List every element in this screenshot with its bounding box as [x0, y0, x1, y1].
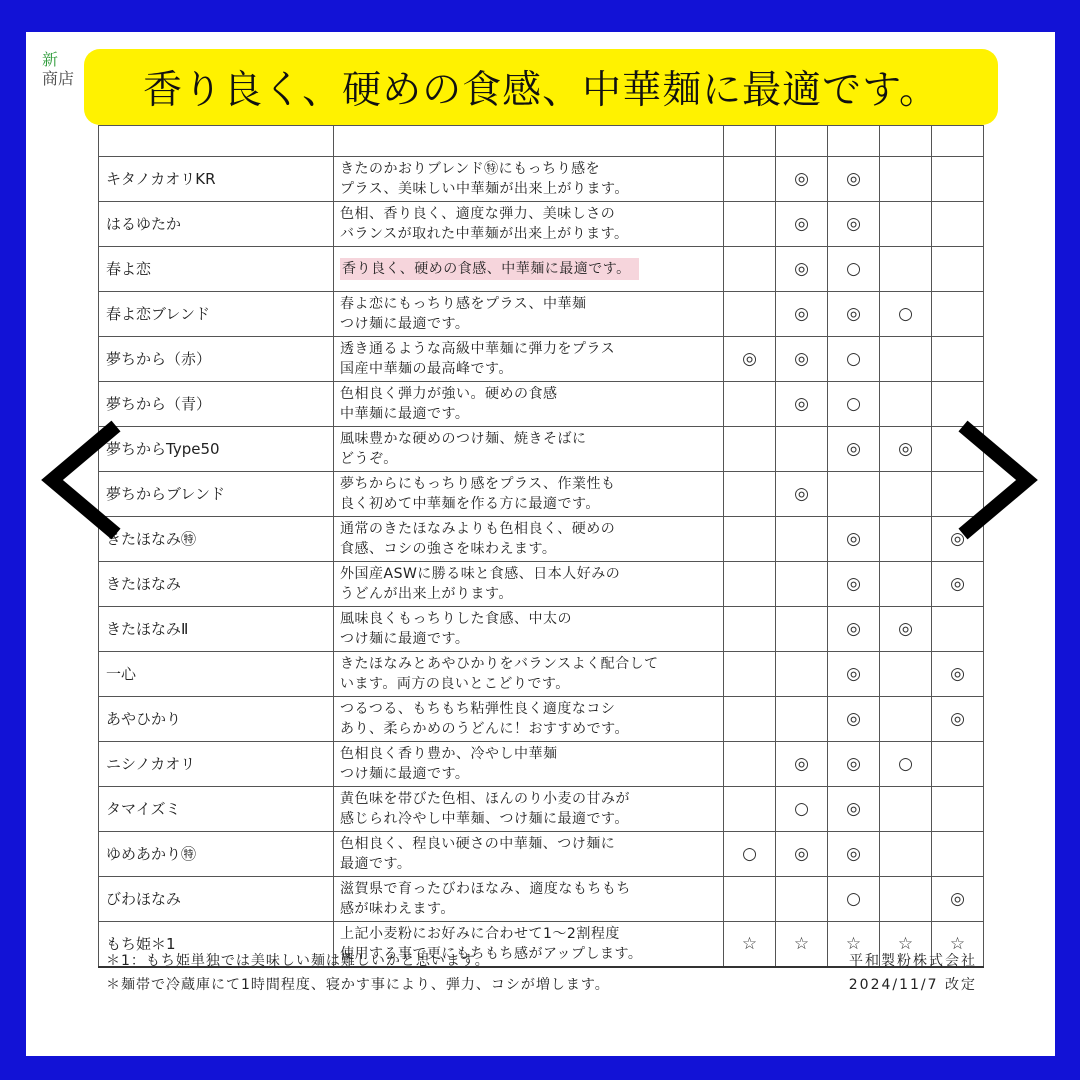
rating-mark: ◎: [776, 472, 828, 517]
corner-line-2: 商店: [42, 69, 75, 88]
rating-mark: [880, 126, 932, 157]
rating-mark: ◎: [776, 337, 828, 382]
rating-mark: [724, 697, 776, 742]
table-row: [99, 292, 984, 337]
rating-mark: ◎: [932, 697, 984, 742]
rating-mark: [724, 292, 776, 337]
table-row: [99, 517, 984, 562]
rating-mark: [724, 652, 776, 697]
description-line: 透き通るような高級中華麺に弾力をプラス: [340, 341, 616, 357]
variety-description: [334, 742, 724, 787]
variety-name: きたほなみⅡ: [99, 607, 334, 652]
description-line: 通常のきたほなみよりも色相良く、硬めの: [340, 521, 616, 537]
description-line: 風味良くもっちりした食感、中太の: [340, 611, 572, 627]
table-row: [99, 126, 984, 157]
rating-mark: ☆: [932, 922, 984, 968]
rating-mark: ◎: [828, 742, 880, 787]
rating-mark: ◎: [724, 337, 776, 382]
rating-mark: [932, 292, 984, 337]
rating-mark: [724, 126, 776, 157]
variety-description: [334, 607, 724, 652]
variety-description: [334, 382, 724, 427]
rating-mark: [724, 787, 776, 832]
rating-mark: ◎: [932, 877, 984, 922]
rating-mark: [932, 247, 984, 292]
description-line: 良く初めて中華麺を作る方に最適です。: [340, 496, 600, 512]
variety-description: [334, 652, 724, 697]
rating-mark: [932, 337, 984, 382]
rating-mark: [776, 652, 828, 697]
rating-mark: [776, 427, 828, 472]
rating-mark: [932, 787, 984, 832]
rating-mark: [776, 877, 828, 922]
description-line: つけ麺に最適です。: [340, 316, 470, 332]
description-line: うどんが出来上がります。: [340, 586, 513, 602]
rating-mark: ☆: [828, 922, 880, 968]
variety-name: はるゆたか: [99, 202, 334, 247]
rating-mark: [828, 472, 880, 517]
description-line: 風味豊かな硬めのつけ麺、焼きそばに: [340, 431, 587, 447]
description-line: 色相良く香り豊か、冷やし中華麺: [340, 746, 558, 762]
variety-description: [334, 292, 724, 337]
description-line: つるつる、もちもち粘弾性良く適度なコシ: [340, 701, 616, 717]
rating-mark: ◎: [828, 517, 880, 562]
rating-mark: [724, 382, 776, 427]
table-row: [99, 652, 984, 697]
variety-name: [99, 126, 334, 157]
table-row: [99, 427, 984, 472]
rating-mark: [724, 562, 776, 607]
variety-name: キタノカオリKR: [99, 157, 334, 202]
description-line: 最適です。: [340, 856, 412, 872]
rating-mark: [828, 126, 880, 157]
rating-mark: [880, 517, 932, 562]
rating-mark: [724, 877, 776, 922]
description-line: 上記小麦粉にお好みに合わせて1～2割程度: [340, 926, 620, 942]
variety-description: [334, 126, 724, 157]
rating-mark: ○: [880, 742, 932, 787]
rating-mark: ◎: [828, 202, 880, 247]
description-line: きたのかおりブレンド㊕にもっちり感を: [340, 161, 601, 177]
rating-mark: [880, 787, 932, 832]
rating-mark: ○: [828, 382, 880, 427]
variety-description: [334, 832, 724, 877]
description-line: 外国産ASWに勝る味と食感、日本人好みの: [340, 566, 621, 582]
rating-mark: ◎: [776, 247, 828, 292]
variety-description: [334, 427, 724, 472]
rating-mark: ◎: [828, 607, 880, 652]
variety-name: あやひかり: [99, 697, 334, 742]
description-line: きたほなみとあやひかりをバランスよく配合して: [340, 656, 659, 672]
rating-mark: ◎: [828, 292, 880, 337]
rating-mark: ◎: [828, 652, 880, 697]
footnote-1: ＊1：もち姫単独では美味しい麺は難しいかと思います。: [106, 953, 490, 969]
rating-mark: [724, 202, 776, 247]
description-line: 感が味わえます。: [340, 901, 455, 917]
table-row: [99, 157, 984, 202]
wheat-table: [98, 125, 984, 968]
rating-mark: [880, 157, 932, 202]
rating-mark: ◎: [776, 832, 828, 877]
variety-name: 夢ちからType50: [99, 427, 334, 472]
description-line: つけ麺に最適です。: [340, 631, 470, 647]
corner-text: [42, 50, 74, 88]
footnotes: [106, 949, 981, 997]
revision-date: 2024/11/7 改定: [848, 977, 977, 993]
variety-description: [334, 877, 724, 922]
rating-mark: [880, 202, 932, 247]
rating-mark: ◎: [828, 787, 880, 832]
variety-description: [334, 517, 724, 562]
description-line: 中華麺に最適です。: [340, 406, 470, 422]
description-line: 使用する事で更にもちもち感がアップします。: [340, 946, 643, 962]
table-row: [99, 832, 984, 877]
variety-name: 夢ちから（青）: [99, 382, 334, 427]
rating-mark: [932, 607, 984, 652]
description-line: 夢ちからにもっちり感をプラス、作業性も: [340, 476, 616, 492]
rating-mark: ◎: [828, 697, 880, 742]
rating-mark: [724, 247, 776, 292]
variety-name: ゆめあかり㊕: [99, 832, 334, 877]
rating-mark: ○: [880, 292, 932, 337]
table-row: [99, 607, 984, 652]
rating-mark: [880, 832, 932, 877]
rating-mark: ◎: [880, 427, 932, 472]
rating-mark: ◎: [776, 742, 828, 787]
description-line: 色相良く、程良い硬さの中華麺、つけ麺に: [340, 836, 616, 852]
table-row: [99, 742, 984, 787]
rating-mark: [880, 382, 932, 427]
rating-mark: [724, 427, 776, 472]
description-line: 色相良く弾力が強い。硬めの食感: [340, 386, 558, 402]
rating-mark: ◎: [776, 382, 828, 427]
rating-mark: [932, 742, 984, 787]
variety-description: [334, 697, 724, 742]
chevron-right-icon[interactable]: [935, 420, 1045, 540]
rating-mark: [776, 607, 828, 652]
description-line: 国産中華麺の最高峰です。: [340, 361, 513, 377]
table-row: [99, 697, 984, 742]
rating-mark: ◎: [828, 832, 880, 877]
variety-description: [334, 202, 724, 247]
rating-mark: ○: [828, 877, 880, 922]
rating-mark: [880, 472, 932, 517]
variety-name: タマイズミ: [99, 787, 334, 832]
description-line: プラス、美味しい中華麺が出来上がります。: [340, 181, 629, 197]
description-line: バランスが取れた中華麺が出来上がります。: [340, 226, 629, 242]
description-line: つけ麺に最適です。: [340, 766, 470, 782]
rating-mark: [724, 472, 776, 517]
rating-mark: [776, 517, 828, 562]
variety-name: きたほなみ: [99, 562, 334, 607]
variety-name: もち姫＊1: [99, 922, 334, 968]
rating-mark: ◎: [776, 157, 828, 202]
rating-mark: [724, 742, 776, 787]
table-row: [99, 337, 984, 382]
description-line: 滋賀県で育ったびわほなみ、適度なもちもち: [340, 881, 631, 897]
rating-mark: ◎: [828, 427, 880, 472]
rating-mark: [932, 157, 984, 202]
rating-mark: [932, 126, 984, 157]
rating-mark: ◎: [828, 562, 880, 607]
variety-description: [334, 337, 724, 382]
description-line: 春よ恋にもっちり感をプラス、中華麺: [340, 296, 587, 312]
variety-name: 春よ恋ブレンド: [99, 292, 334, 337]
company-name: 平和製粉株式会社: [849, 953, 977, 969]
description-line: 黄色味を帯びた色相、ほんのり小麦の甘みが: [340, 791, 630, 807]
rating-mark: ☆: [776, 922, 828, 968]
table-row: [99, 202, 984, 247]
rating-mark: ◎: [932, 517, 984, 562]
table-row: [99, 472, 984, 517]
rating-mark: ○: [724, 832, 776, 877]
rating-mark: ☆: [880, 922, 932, 968]
variety-name: 夢ちから（赤）: [99, 337, 334, 382]
rating-mark: [880, 697, 932, 742]
description-line: 色相、香り良く、適度な弾力、美味しさの: [340, 206, 616, 222]
rating-mark: [724, 517, 776, 562]
variety-description: [334, 157, 724, 202]
chevron-left-icon[interactable]: [34, 420, 144, 540]
table-row: [99, 382, 984, 427]
corner-line-1: 新: [42, 50, 59, 69]
footnote-2: ＊麺帯で冷蔵庫にて1時間程度、寝かす事により、弾力、コシが増します。: [106, 977, 610, 993]
variety-name: ニシノカオリ: [99, 742, 334, 787]
description-line: 感じられ冷やし中華麺、つけ麺に最適です。: [340, 811, 629, 827]
variety-description: [334, 787, 724, 832]
variety-name: 夢ちからブレンド: [99, 472, 334, 517]
rating-mark: [880, 247, 932, 292]
rating-mark: ◎: [776, 292, 828, 337]
rating-mark: [776, 562, 828, 607]
description-line: あり、柔らかめのうどんに！おすすめです。: [340, 721, 630, 737]
variety-name: きたほなみ㊕: [99, 517, 334, 562]
variety-name: 一心: [99, 652, 334, 697]
rating-mark: [880, 562, 932, 607]
rating-mark: ☆: [724, 922, 776, 968]
description-line: 香り良く、硬めの食感、中華麺に最適です。: [340, 258, 639, 280]
rating-mark: [932, 202, 984, 247]
rating-mark: ○: [776, 787, 828, 832]
table-row: [99, 247, 984, 292]
rating-mark: ◎: [932, 652, 984, 697]
variety-description: [334, 247, 724, 292]
rating-mark: [776, 697, 828, 742]
rating-mark: [724, 157, 776, 202]
rating-mark: ◎: [880, 607, 932, 652]
banner-text: 香り良く、硬めの食感、中華麺に最適です。: [142, 68, 940, 113]
rating-mark: [776, 126, 828, 157]
table-row: [99, 877, 984, 922]
rating-mark: [880, 877, 932, 922]
variety-description: [334, 562, 724, 607]
rating-mark: [880, 652, 932, 697]
variety-name: びわほなみ: [99, 877, 334, 922]
variety-name: 春よ恋: [99, 247, 334, 292]
table-row: [99, 562, 984, 607]
rating-mark: [880, 337, 932, 382]
rating-mark: ◎: [932, 562, 984, 607]
variety-description: [334, 472, 724, 517]
table-row: [99, 787, 984, 832]
rating-mark: ○: [828, 337, 880, 382]
rating-mark: ◎: [828, 157, 880, 202]
rating-mark: [932, 832, 984, 877]
highlight-banner: [84, 49, 998, 125]
description-line: 食感、コシの強さを味わえます。: [340, 541, 557, 557]
document-frame: [26, 32, 1055, 1056]
rating-mark: ◎: [776, 202, 828, 247]
description-line: います。両方の良いとこどりです。: [340, 676, 570, 692]
rating-mark: ○: [828, 247, 880, 292]
rating-mark: [724, 607, 776, 652]
description-line: どうぞ。: [340, 451, 398, 467]
